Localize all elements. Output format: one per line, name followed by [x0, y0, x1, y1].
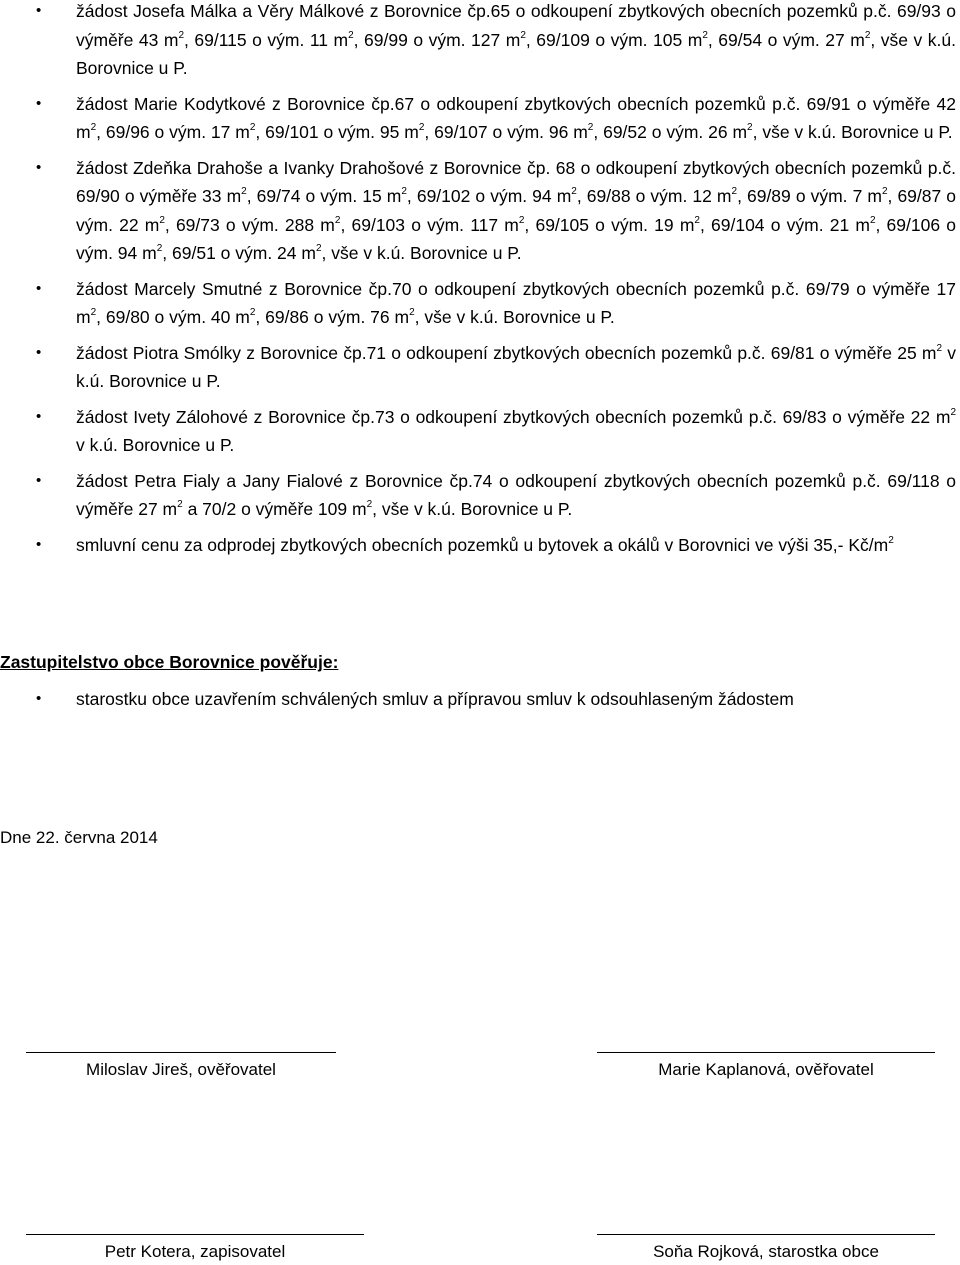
superscript: 2: [249, 307, 256, 319]
item-text: , 69/105 o vým. 19 m: [524, 214, 695, 235]
item-text: žádost Josefa Málka a Věry Málkové z Borovnice čp.65 o odkoupení zbytkových obecních pozemků p.č. 69/93 o výměře 43 m: [76, 1, 956, 50]
bullet: •: [36, 158, 42, 176]
item-text: žádost Marie Kodytkové z Borovnice čp.67 o odkoupení zbytkových obecních pozemků p.č. 69/91 o výměře 42 m: [76, 93, 956, 142]
item-text: žádost Marcely Smutné z Borovnice čp.70 o odkoupení zbytkových obecních pozemků p.č. 69/79 o výměře 17 m: [76, 278, 956, 327]
bullet: •: [36, 407, 42, 425]
bullet: •: [36, 343, 42, 361]
document-date: Dne 22. června 2014: [0, 828, 158, 847]
superscript: 2: [694, 214, 700, 226]
item-text: smluvní cenu za odprodej zbytkových obecních pozemků u bytovek a okálů v Borovnici ve výši 35,- Kč/m: [76, 534, 889, 555]
list-item: [0, 275, 960, 332]
superscript: 2: [936, 342, 943, 354]
item-text: , 69/106 o vým. 94 m: [76, 214, 956, 263]
signature-name: Miloslav Jireš, ověřovatel: [86, 1060, 276, 1079]
item-text: , vše v k.ú. Borovnice u P.: [372, 499, 573, 519]
item-text: , vše v k.ú. Borovnice u P.: [414, 307, 615, 327]
signature-line: [26, 1234, 364, 1235]
item-text: , 69/101 o vým. 95 m: [255, 122, 419, 142]
superscript: 2: [366, 499, 373, 511]
superscript: 2: [90, 307, 97, 319]
superscript: 2: [348, 29, 354, 41]
superscript: 2: [869, 214, 876, 226]
item-text: , vše v k.ú. Borovnice u P.: [76, 29, 957, 78]
item-text: , 69/51 o vým. 24 m: [162, 243, 316, 263]
item-text: , 69/115 o vým. 11 m: [184, 29, 349, 50]
superscript: 2: [315, 243, 322, 255]
superscript: 2: [864, 29, 871, 41]
item-text: , 69/52 o vým. 26 m: [593, 122, 748, 142]
item-text: , 69/109 o vým. 105 m: [525, 29, 703, 50]
superscript: 2: [702, 29, 708, 41]
superscript: 2: [587, 122, 594, 134]
item-text: žádost Piotra Smólky z Borovnice čp.71 o odkoupení zbytkových obecních pozemků p.č. 69/81 o výměře 25 m: [76, 342, 937, 363]
item-text: žádost Zdeňka Drahoše a Ivanky Drahošové z Borovnice čp. 68 o odkoupení zbytkových obecních pozemků p.č. 69/90 o výměře 33 m: [76, 157, 956, 206]
superscript: 2: [881, 186, 888, 198]
item-text: v k.ú. Borovnice u P.: [76, 342, 956, 391]
list-item: [0, 685, 960, 713]
superscript: 2: [241, 186, 247, 198]
item-text: , 69/99 o vým. 127 m: [353, 29, 521, 50]
item-text: , 69/73 o vým. 288 m: [164, 214, 335, 235]
list-item: [0, 0, 960, 83]
item-text: , 69/103 o vým. 117 m: [340, 214, 519, 235]
item-text: , 69/89 o vým. 7 m: [737, 186, 882, 206]
item-text: , 69/107 o vým. 96 m: [424, 122, 588, 142]
item-text: žádost Petra Fialy a Jany Fialové z Borovnice čp.74 o odkoupení zbytkových obecních pozemků p.č. 69/118 o výměře 27 m: [76, 470, 956, 519]
item-text: , 69/102 o vým. 94 m: [406, 186, 572, 206]
item-text: , vše v k.ú. Borovnice u P.: [321, 243, 522, 263]
item-text: , 69/74 o vým. 15 m: [246, 186, 402, 206]
bullet: •: [36, 94, 42, 112]
signature-name: Petr Kotera, zapisovatel: [104, 1242, 286, 1261]
superscript: 2: [177, 499, 183, 511]
item-text: , vše v k.ú. Borovnice u P.: [752, 122, 953, 142]
superscript: 2: [571, 186, 577, 198]
bullet: •: [36, 279, 42, 297]
superscript: 2: [90, 122, 97, 134]
bullet: •: [36, 471, 42, 489]
superscript: 2: [747, 122, 753, 134]
signature-line: [597, 1052, 935, 1053]
superscript: 2: [178, 29, 185, 41]
bullet: •: [36, 2, 42, 19]
signature-line: [597, 1234, 935, 1235]
section-heading: Zastupitelstvo obce Borovnice pověřuje:: [0, 652, 339, 672]
item-text: , 69/88 o vým. 12 m: [576, 186, 732, 206]
assignment-list: [0, 685, 960, 713]
list-item: [0, 467, 960, 524]
item-text: , 69/104 o vým. 21 m: [699, 214, 870, 235]
superscript: 2: [156, 243, 163, 255]
list-item: [0, 90, 960, 147]
signature-line: [26, 1052, 336, 1053]
signature-name: Soňa Rojková, starostka obce: [653, 1242, 879, 1261]
superscript: 2: [731, 186, 738, 198]
signature-name: Marie Kaplanová, ověřovatel: [658, 1060, 874, 1079]
list-item: [0, 531, 960, 560]
resolution-item-list: [0, 0, 960, 566]
superscript: 2: [418, 122, 425, 134]
item-text: , 69/87 o vým. 22 m: [76, 186, 957, 235]
list-item: [0, 154, 960, 268]
item-text: v k.ú. Borovnice u P.: [76, 435, 235, 455]
item-text: žádost Ivety Zálohové z Borovnice čp.73 o odkoupení zbytkových obecních pozemků p.č. 69/83 o výměře 22 m: [76, 406, 951, 427]
superscript: 2: [888, 534, 894, 546]
item-text: , 69/96 o vým. 17 m: [96, 122, 250, 142]
assignment-text: starostku obce uzavřením schválených smluv a přípravou smluv k odsouhlaseným žádostem: [76, 689, 794, 709]
item-text: a 70/2 o výměře 109 m: [182, 499, 367, 519]
superscript: 2: [159, 214, 165, 226]
superscript: 2: [518, 214, 525, 226]
superscript: 2: [401, 186, 407, 198]
superscript: 2: [249, 122, 256, 134]
superscript: 2: [409, 307, 415, 319]
list-item: [0, 339, 960, 396]
item-text: , 69/54 o vým. 27 m: [707, 29, 865, 50]
bullet: •: [36, 535, 42, 553]
item-text: , 69/86 o vým. 76 m: [255, 307, 410, 327]
bullet: •: [36, 690, 42, 707]
superscript: 2: [334, 214, 341, 226]
item-text: , 69/80 o vým. 40 m: [96, 307, 250, 327]
superscript: 2: [950, 406, 956, 418]
superscript: 2: [520, 29, 526, 41]
list-item: [0, 403, 960, 460]
